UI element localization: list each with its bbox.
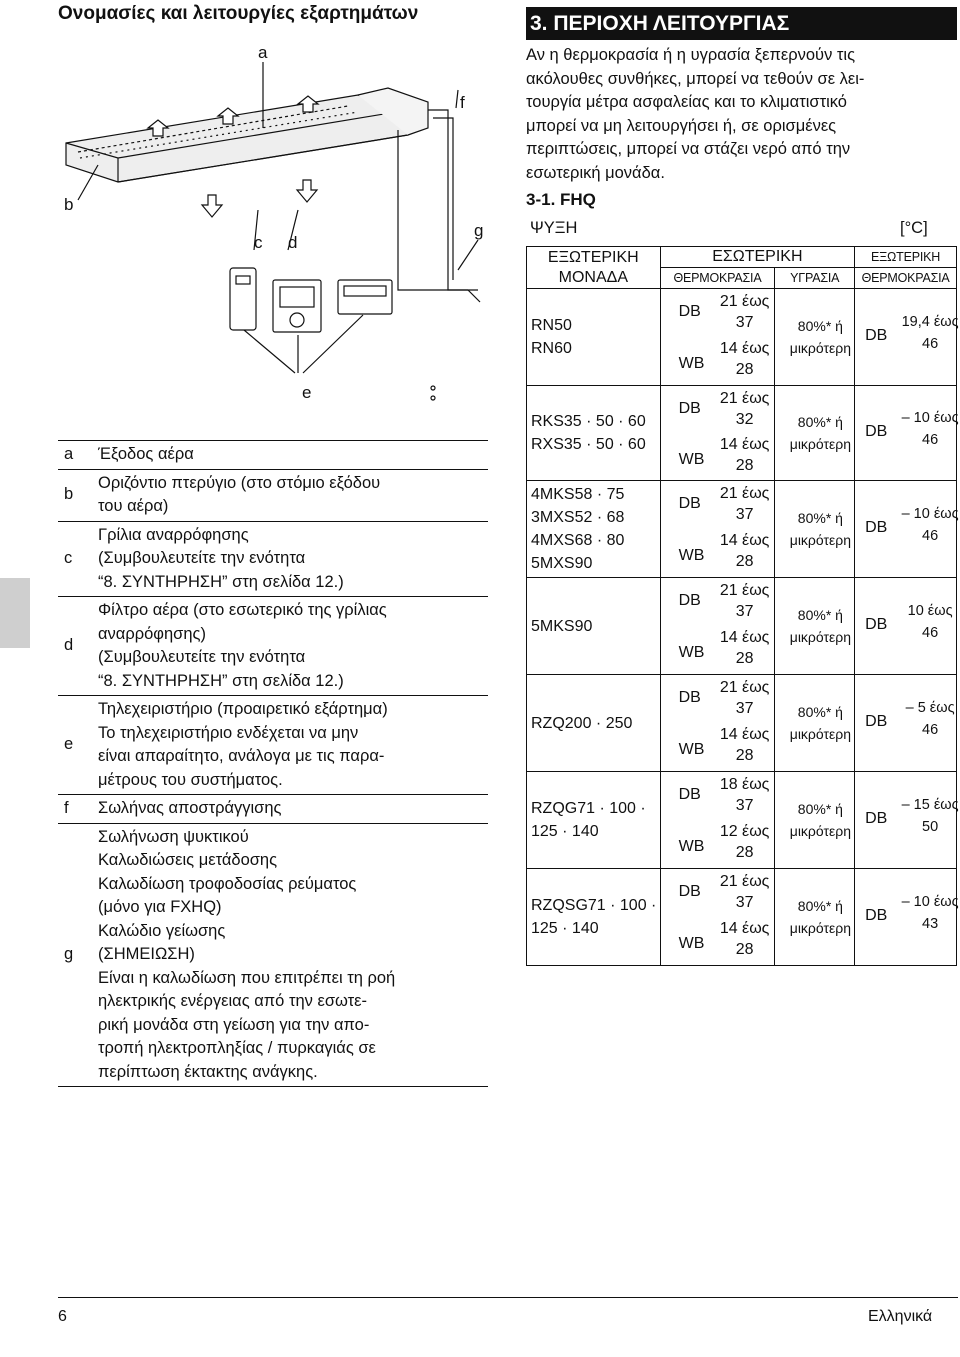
label-b: b	[64, 195, 74, 214]
part-description: Οριζόντιο πτερύγιο (στο στόμιο εξόδου του αέρα)	[90, 469, 488, 521]
part-letter: f	[58, 795, 90, 824]
outdoor-temperature: DB – 10 έως 46	[855, 386, 957, 481]
condition-row	[527, 578, 957, 675]
footer-rule	[58, 1297, 958, 1298]
header-indoor: ΕΣΩΤΕΡΙΚΗ	[660, 247, 854, 268]
outdoor-temperature: DB – 10 έως 46	[855, 481, 957, 578]
part-letter: d	[58, 597, 90, 696]
indoor-temperature	[660, 578, 775, 675]
wb-range: 14 έως 28	[719, 726, 770, 764]
part-letter: a	[58, 441, 90, 470]
parts-row	[58, 696, 488, 795]
db-label: DB	[678, 883, 701, 900]
indoor-temperature	[660, 386, 775, 481]
wb-label: WB	[678, 547, 705, 564]
parts-row	[58, 469, 488, 521]
wb-label: WB	[678, 644, 705, 661]
intro-line: μπορεί να μη λειτουργήσει ή, σε ορισμένες	[526, 116, 837, 135]
indoor-humidity: 80%* ή μικρότερη	[775, 869, 855, 966]
header-humidity: ΥΓΡΑΣΙΑ	[775, 268, 855, 289]
unit-illustration	[58, 40, 488, 432]
db-label: DB	[678, 495, 701, 512]
indoor-humidity: 80%* ή μικρότερη	[775, 675, 855, 772]
wb-range: 14 έως 28	[719, 920, 770, 958]
wb-label: WB	[678, 935, 705, 952]
wb-range: 14 έως 28	[719, 340, 770, 378]
label-a: a	[258, 43, 268, 62]
footer-language: Ελληνικά	[868, 1308, 933, 1325]
intro-line: περιπτώσεις, μπορεί να στάζει νερό από την	[526, 140, 851, 158]
outdoor-temperature: DB 19,4 έως 46	[855, 289, 957, 386]
wb-range: 14 έως 28	[719, 532, 770, 570]
indoor-temperature	[660, 772, 775, 869]
label-f: f	[460, 93, 465, 112]
db-range: 18 έως 37	[719, 776, 770, 814]
db-range: 21 έως 37	[719, 873, 770, 911]
outdoor-models: RZQ200 · 250	[527, 675, 661, 772]
indoor-humidity: 80%* ή μικρότερη	[775, 578, 855, 675]
indoor-temperature	[660, 289, 775, 386]
out-db-label: DB	[865, 810, 888, 827]
part-description: Έξοδος αέρα	[90, 441, 488, 470]
subheading: 3-1. FHQ	[526, 190, 596, 209]
indoor-temperature	[660, 869, 775, 966]
db-label: DB	[678, 399, 701, 417]
part-letter: c	[58, 521, 90, 597]
indoor-unit-drawing	[58, 40, 488, 432]
wb-range: 14 έως 28	[719, 436, 770, 474]
label-g: g	[474, 221, 484, 240]
outdoor-temperature: DB – 15 έως 50	[855, 772, 957, 869]
condition-row	[527, 386, 957, 481]
part-letter: b	[58, 469, 90, 521]
outdoor-models: RZQSG71 · 100 · 125 · 140	[527, 869, 661, 966]
part-letter: g	[58, 823, 90, 1087]
out-db-label: DB	[865, 616, 888, 633]
page-number: 6	[58, 1308, 67, 1325]
part-description: Τηλεχειριστήριο (προαιρετικό εξάρτημα) Το τηλεχειριστήριο ενδέχεται να μην είναι απαραίτητο, ανάλογα με τις παρα- μέτρους του συστήματος.	[90, 696, 488, 795]
parts-row	[58, 795, 488, 824]
indoor-humidity: 80%* ή μικρότερη	[775, 772, 855, 869]
wb-label: WB	[678, 450, 705, 468]
out-db-label: DB	[865, 907, 888, 924]
parts-row	[58, 597, 488, 696]
part-description: Σωλήνας αποστράγγισης	[90, 795, 488, 824]
label-c: c	[254, 233, 263, 252]
parts-row	[58, 823, 488, 1087]
wb-label: WB	[678, 355, 705, 372]
part-description: Σωλήνωση ψυκτικού Καλωδιώσεις μετάδοσης Καλωδίωση τροφοδοσίας ρεύματος (μόνο για FXHQ) Καλώδιο γείωσης (ΣΗΜΕΙΩΣΗ) Είναι η καλωδίωση που επιτρέπει τη ροή ηλεκτρικής ενέργειας από την εσωτε- ρική μονάδα στη γείωση για την απο- τροπή ηλεκτροπληξίας / πυρκαγιάς σε περίπτωση έκτακτης ανάγκης.	[90, 823, 488, 1087]
section-title: 3. ΠΕΡΙΟΧΗ ΛΕΙΤΟΥΡΓΙΑΣ	[526, 7, 957, 40]
db-label: DB	[678, 592, 701, 609]
db-range: 21 έως 37	[719, 485, 770, 523]
out-db-label: DB	[865, 327, 888, 344]
indoor-humidity: 80%* ή μικρότερη	[775, 481, 855, 578]
mode-label: ΨΥΞΗ	[530, 219, 578, 237]
wb-label: WB	[678, 838, 705, 855]
db-range: 21 έως 37	[719, 582, 770, 620]
parts-list	[58, 440, 488, 1087]
condition-row	[527, 481, 957, 578]
outdoor-temperature: DB – 5 έως 46	[855, 675, 957, 772]
indoor-temperature	[660, 675, 775, 772]
out-db-label: DB	[865, 423, 888, 440]
intro-line: εσωτερική μονάδα.	[526, 163, 665, 182]
db-label: DB	[678, 303, 701, 320]
parts-row	[58, 441, 488, 470]
header-outdoor-temp: ΘΕΡΜΟΚΡΑΣΙΑ	[855, 268, 957, 289]
outdoor-models: RZQG71 · 100 · 125 · 140	[527, 772, 661, 869]
db-range: 21 έως 37	[719, 679, 770, 717]
indoor-humidity: 80%* ή μικρότερη	[775, 289, 855, 386]
out-db-label: DB	[865, 519, 888, 536]
condition-row	[527, 772, 957, 869]
out-db-label: DB	[865, 713, 888, 730]
outdoor-models: RKS35 · 50 · 60 RXS35 · 50 · 60	[527, 386, 661, 481]
part-letter: e	[58, 696, 90, 795]
wb-range: 12 έως 28	[719, 823, 770, 861]
intro-line: τουργία μέτρα ασφαλείας και το κλιματιστικό	[526, 93, 847, 111]
page-title: Ονομασίες και λειτουργίες εξαρτημάτων	[58, 3, 419, 24]
operating-conditions-table	[526, 246, 957, 966]
outdoor-models: 4MKS58 · 75 3MXS52 · 68 4MXS68 · 80 5MXS90	[527, 481, 661, 578]
section-intro	[526, 44, 957, 185]
db-range: 21 έως 37	[719, 293, 770, 331]
label-e: e	[302, 383, 312, 402]
outdoor-models: 5MKS90	[527, 578, 661, 675]
label-d: d	[288, 233, 298, 252]
outdoor-models: RN50 RN60	[527, 289, 661, 386]
wb-label: WB	[678, 741, 705, 758]
condition-row	[527, 289, 957, 386]
condition-row	[527, 675, 957, 772]
parts-row	[58, 521, 488, 597]
intro-line: Αν η θερμοκρασία ή η υγρασία ξεπερνούν τις	[526, 46, 856, 64]
db-range: 21 έως 32	[719, 390, 770, 428]
part-description: Γρίλια αναρρόφησης (Συμβουλευτείτε την ενότητα “8. ΣΥΝΤΗΡΗΣΗ” στη σελίδα 12.)	[90, 521, 488, 597]
header-outdoor-unit: ΕΞΩΤΕΡΙΚΗ ΜΟΝΑΔΑ	[527, 247, 661, 289]
indoor-humidity: 80%* ή μικρότερη	[775, 386, 855, 481]
header-temp: ΘΕΡΜΟΚΡΑΣΙΑ	[660, 268, 775, 289]
outdoor-temperature: DB – 10 έως 43	[855, 869, 957, 966]
db-label: DB	[678, 786, 701, 803]
wb-range: 14 έως 28	[719, 629, 770, 667]
indoor-temperature	[660, 481, 775, 578]
part-description: Φίλτρο αέρα (στο εσωτερικό της γρίλιας αναρρόφησης) (Συμβουλευτείτε την ενότητα “8. ΣΥΝΤΗΡΗΣΗ” στη σελίδα 12.)	[90, 597, 488, 696]
outdoor-temperature: DB 10 έως 46	[855, 578, 957, 675]
intro-line: ακόλουθες συνθήκες, μπορεί να τεθούν σε λει-	[526, 69, 865, 88]
unit-label: [°C]	[900, 219, 928, 237]
page-side-tab	[0, 578, 30, 648]
db-label: DB	[678, 689, 701, 706]
condition-row	[527, 869, 957, 966]
header-outdoor: ΕΞΩΤΕΡΙΚΗ	[855, 247, 957, 268]
